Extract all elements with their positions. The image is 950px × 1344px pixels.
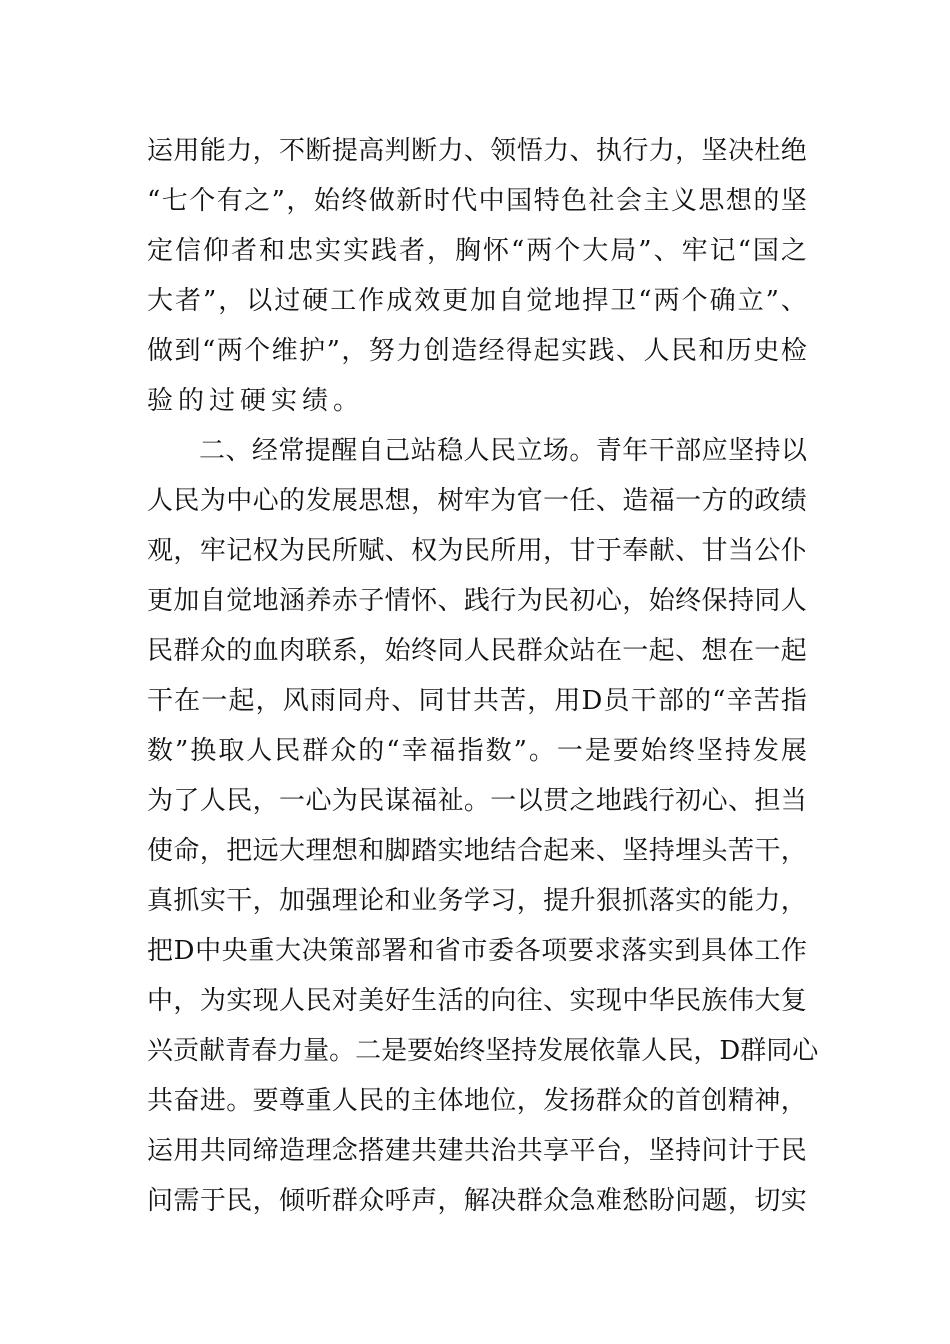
body-text bbox=[147, 126, 819, 1226]
text-line: 人 民 为 中 心 的 发 展 思 想 ， 树 牢 为 官 一 任 、 造 福 一 方 的 政 绩 bbox=[147, 486, 807, 516]
text-line: 问 需 于 民 ， 倾 听 群 众 呼 声 ， 解 决 群 众 急 难 愁 盼 问 题 ， 切 实 bbox=[147, 1186, 807, 1216]
text-line: 更 加 自 觉 地 涵 养 赤 子 情 怀 、 践 行 为 民 初 心 ， 始 终 保 持 同 人 bbox=[147, 586, 807, 616]
text-line: 为 了 人 民 ， 一 心 为 民 谋 福 祉 。 一 以 贯 之 地 践 行 初 心 、 担 当 bbox=[147, 786, 807, 816]
section-heading-line: 二 、 经 常 提 醒 自 己 站 稳 人 民 立 场 。 青 年 干 部 应 坚 持 以 bbox=[199, 436, 807, 466]
text-line: 把 D 中 央 重 大 决 策 部 署 和 省 市 委 各 项 要 求 落 实 到 具 体 工 作 bbox=[147, 936, 807, 966]
text-line: 验的过硬实绩。 bbox=[147, 386, 365, 416]
text-line: 使 命 ， 把 远 大 理 想 和 脚 踏 实 地 结 合 起 来 、 坚 持 埋 头 苦 干 ， bbox=[147, 836, 807, 866]
text-line: 干 在 一 起 ， 风 雨 同 舟 、 同 甘 共 苦 ， 用 D 员 干 部 的 “ 辛 苦 指 bbox=[147, 686, 807, 716]
text-line: 做 到 “ 两 个 维 护 ” ， 努 力 创 造 经 得 起 实 践 、 人 民 和 历 史 检 bbox=[147, 336, 807, 366]
text-line: “ 七 个 有 之 ” ， 始 终 做 新 时 代 中 国 特 色 社 会 主 义 思 想 的 坚 bbox=[147, 186, 807, 216]
text-line: 共 奋 进 。 要 尊 重 人 民 的 主 体 地 位 ， 发 扬 群 众 的 首 创 精 神 ， bbox=[147, 1086, 807, 1116]
text-line: 真 抓 实 干 ， 加 强 理 论 和 业 务 学 习 ， 提 升 狠 抓 落 实 的 能 力 ， bbox=[147, 886, 807, 916]
text-line: 民 群 众 的 血 肉 联 系 ， 始 终 同 人 民 群 众 站 在 一 起 、 想 在 一 起 bbox=[147, 636, 807, 666]
text-line: 运 用 共 同 缔 造 理 念 搭 建 共 建 共 治 共 享 平 台 ， 坚 持 问 计 于 民 bbox=[147, 1136, 807, 1166]
text-line: 兴 贡 献 青 春 力 量 。 二 是 要 始 终 坚 持 发 展 依 靠 人 民 ， D 群 同 心 bbox=[147, 1036, 819, 1066]
text-line: 数 ” 换 取 人 民 群 众 的 “ 幸 福 指 数 ” 。 一 是 要 始 终 坚 持 发 展 bbox=[147, 736, 807, 766]
text-line: 定 信 仰 者 和 忠 实 实 践 者 ， 胸 怀 “ 两 个 大 局 ” 、 牢 记 “ 国 之 bbox=[147, 236, 807, 266]
text-line: 大 者 ” ， 以 过 硬 工 作 成 效 更 加 自 觉 地 捍 卫 “ 两 个 确 立 ” 、 bbox=[147, 286, 807, 316]
text-line: 运 用 能 力 ， 不 断 提 高 判 断 力 、 领 悟 力 、 执 行 力 ， 坚 决 杜 绝 bbox=[147, 136, 807, 166]
text-line: 观 ， 牢 记 权 为 民 所 赋 、 权 为 民 所 用 ， 甘 于 奉 献 、 甘 当 公 仆 bbox=[147, 536, 807, 566]
text-line: 中 ， 为 实 现 人 民 对 美 好 生 活 的 向 往 、 实 现 中 华 民 族 伟 大 复 bbox=[147, 986, 807, 1016]
